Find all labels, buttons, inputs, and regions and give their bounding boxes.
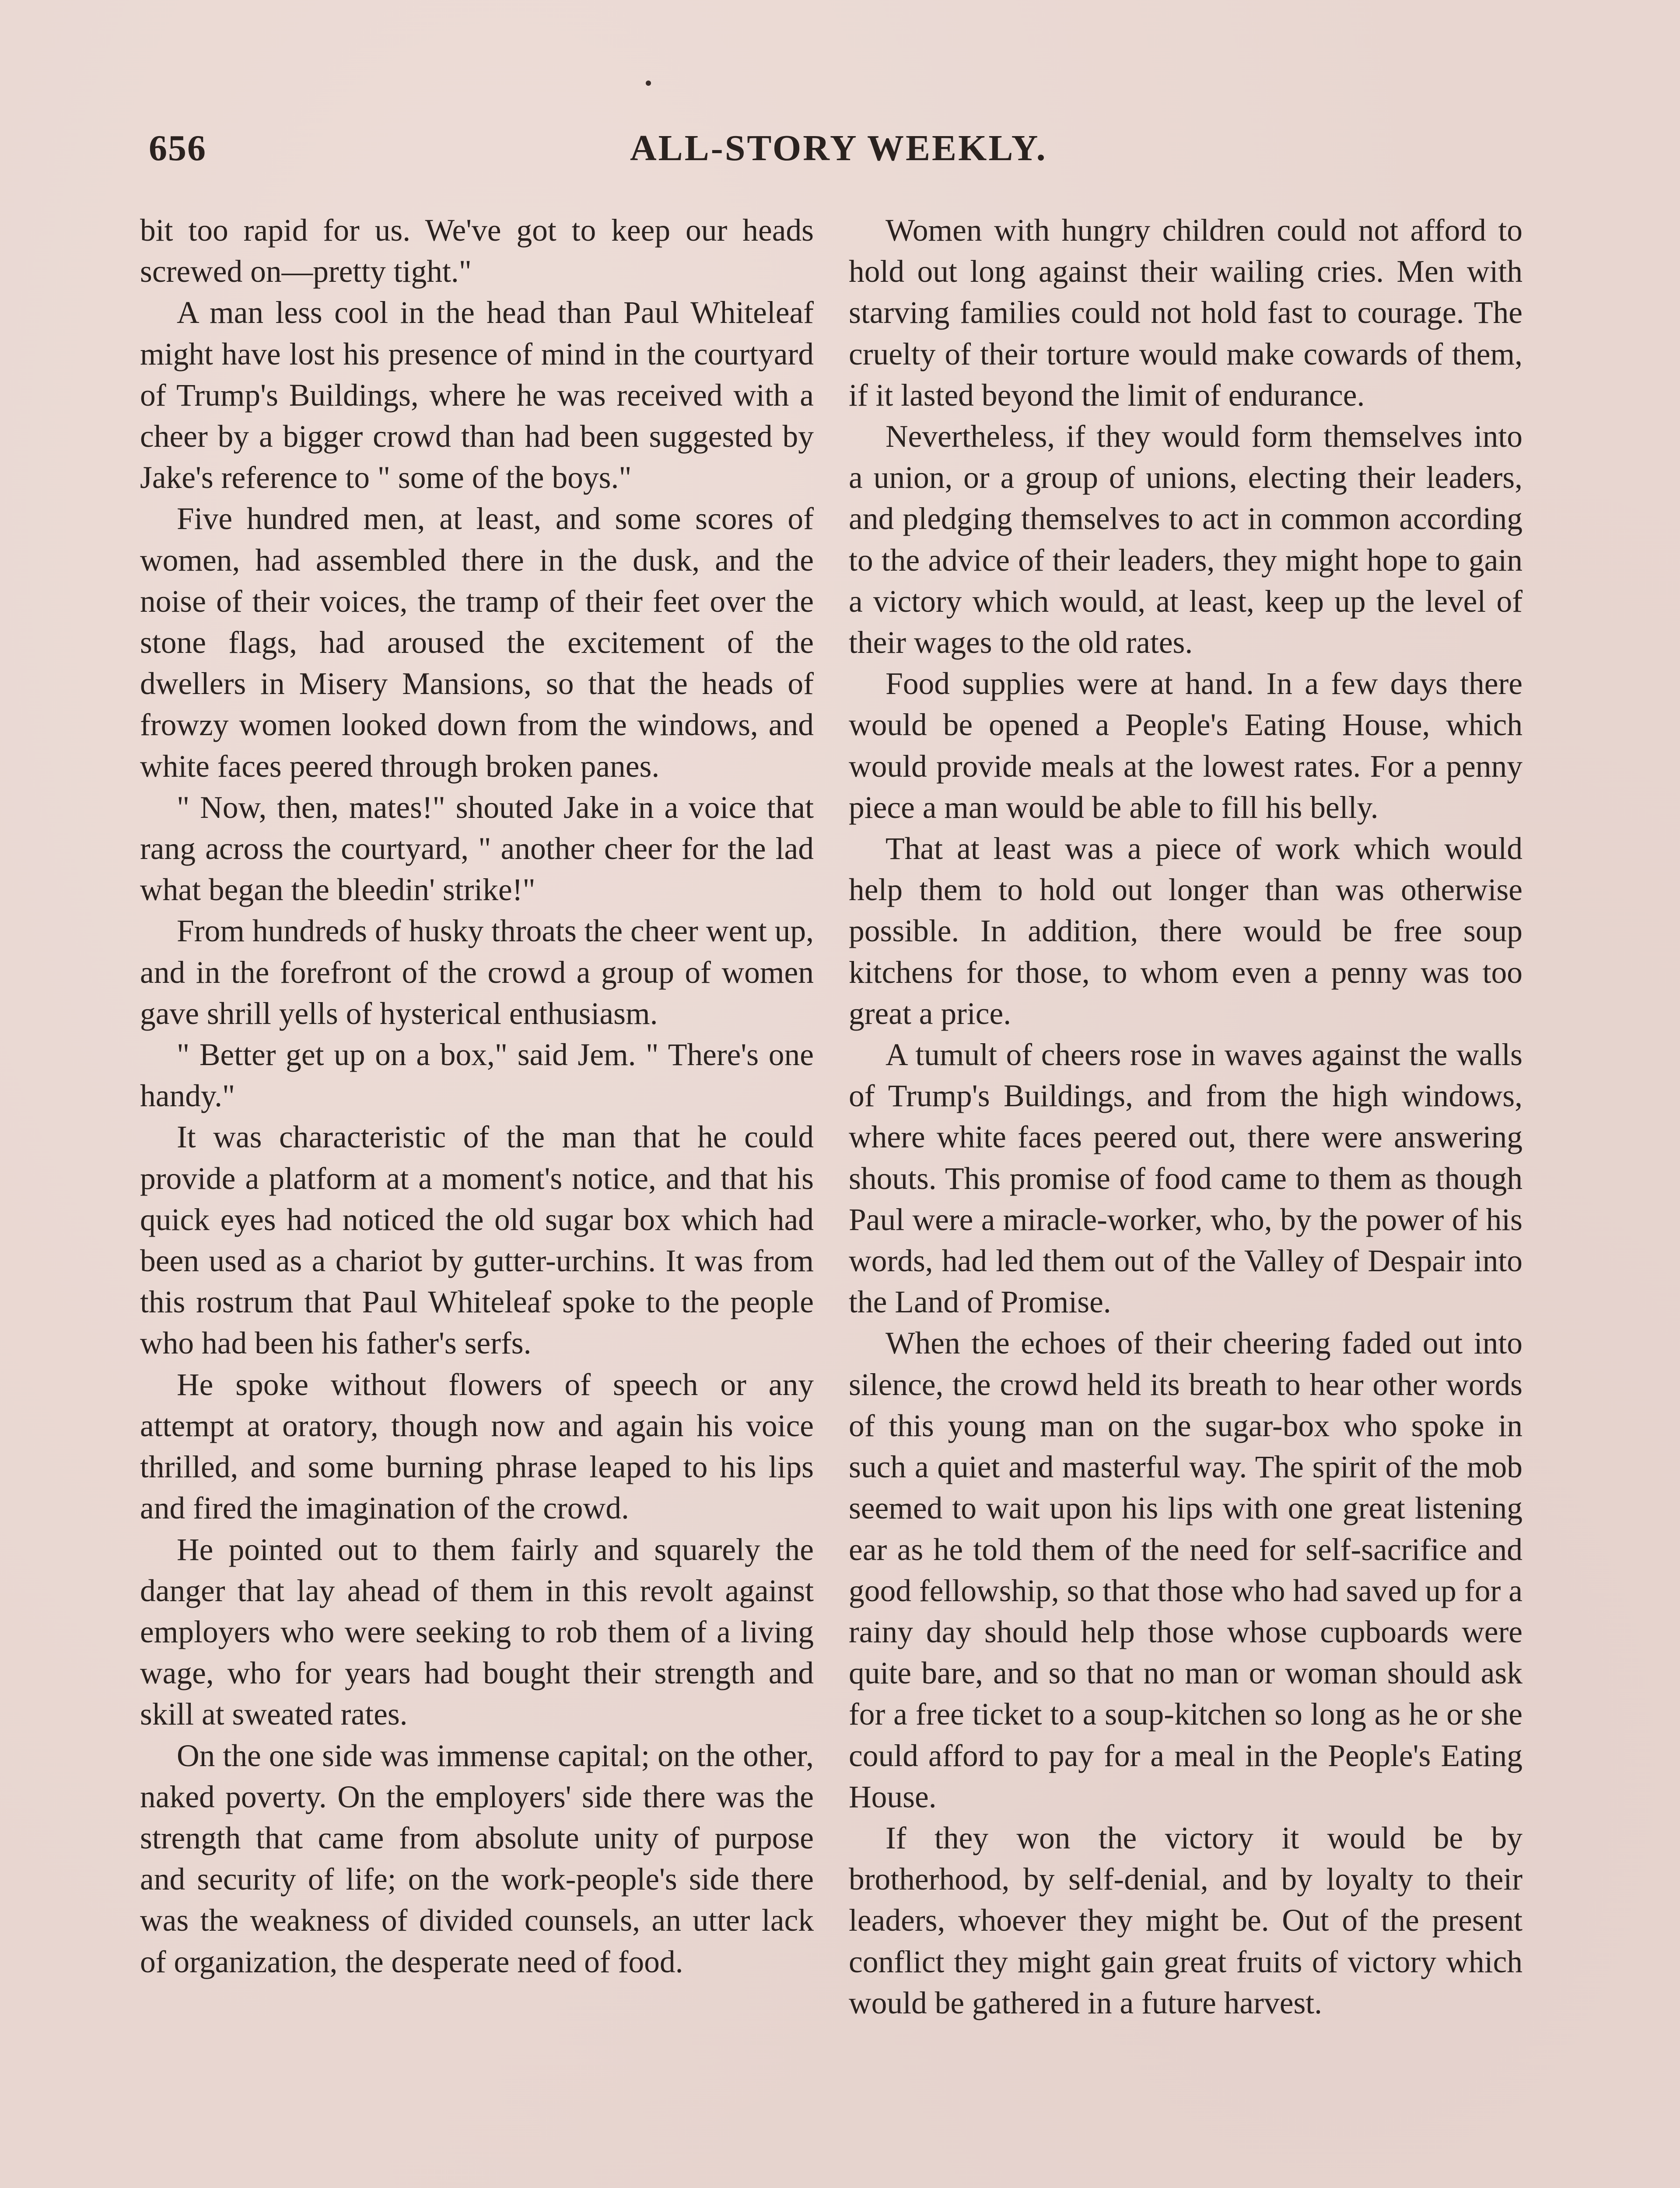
paragraph: From hundreds of husky throats the cheer went up, and in the forefront of the crowd a group of women gave shrill yells of hysterical enthusiasm. <box>140 914 814 1031</box>
paragraph: It was characteristic of the man that he could provide a platform at a moment's notice, and that his quick eyes had noticed the old sugar box which had been used as a chariot by gutter-urchins. It was from this rostrum that Paul Whiteleaf spoke to the people who had been his father's serfs. <box>140 1120 814 1361</box>
paragraph: On the one side was immense capital; on the other, naked poverty. On the employers' side there was the strength that came from absolute unity of purpose and security of life; on the work-people's side there was the weakness of divided counsels, an utter lack of organization, the desperate need of food. <box>140 1738 814 1979</box>
right-column <box>849 210 1522 2024</box>
paragraph: Five hundred men, at least, and some scores of women, had assembled there in the dusk, and the noise of their voices, the tramp of their feet over the stone flags, had aroused the excitement of the dwellers in Misery Mansions, so that the heads of frowzy women looked down from the windows, and white faces peered through broken panes. <box>140 501 814 784</box>
paragraph: Food supplies were at hand. In a few days there would be opened a People's Eating House, which would provide meals at the lowest rates. For a penny piece a man would be able to fill his belly. <box>849 666 1522 825</box>
paragraph: Women with hungry children could not afford to hold out long against their wailing cries. Men with starving families could not hold fast to courage. The cruelty of their torture would make cowards of them, if it lasted beyond the limit of endurance. <box>849 213 1522 413</box>
paragraph: He spoke without flowers of speech or any attempt at oratory, though now and again his voice thrilled, and some burning phrase leaped to his lips and fired the imagination of the crowd. <box>140 1367 814 1526</box>
running-title: ALL-STORY WEEKLY. <box>630 128 1047 168</box>
paragraph: If they won the victory it would be by brotherhood, by self-denial, and by loyalty to their leaders, whoever they might be. Out of the present conflict they might gain great fruits of victory which would be gathered in a future harvest. <box>849 1820 1522 2020</box>
paragraph: bit too rapid for us. We've got to keep our heads screwed on—pretty tight." <box>140 213 814 289</box>
left-column <box>140 210 814 1983</box>
paragraph: That at least was a piece of work which would help them to hold out longer than was otherwise possible. In addition, there would be free soup kitchens for those, to whom even a penny was too great a price. <box>849 831 1522 1031</box>
paragraph: A man less cool in the head than Paul Whiteleaf might have lost his presence of mind in the courtyard of Trump's Buildings, where he was received with a cheer by a bigger crowd than had been suggested by Jake's reference to " some of the boys." <box>140 295 814 495</box>
paragraph: " Now, then, mates!" shouted Jake in a voice that rang across the courtyard, " another cheer for the lad what began the bleedin' strike!" <box>140 790 814 908</box>
paragraph: When the echoes of their cheering faded out into silence, the crowd held its breath to hear other words of this young man on the sugar-box who spoke in such a quiet and masterful way. The spirit of the mob seemed to wait upon his lips with one great listening ear as he told them of the need for self-sacrifice and good fellowship, so that those who had saved up for a rainy day should help those whose cupboards were quite bare, and so that no man or woman should ask for a free ticket to a soup-kitchen so long as he or she could afford to pay for a meal in the People's Eating House. <box>849 1326 1522 1814</box>
paragraph: " Better get up on a box," said Jem. " There's one handy." <box>140 1038 814 1114</box>
paragraph: A tumult of cheers rose in waves against the walls of Trump's Buildings, and from the high windows, where white faces peered out, there were answering shouts. This promise of food came to them as though Paul were a miracle-worker, who, by the power of his words, had led them out of the Valley of Despair into the Land of Promise. <box>849 1038 1522 1320</box>
paragraph: He pointed out to them fairly and squarely the danger that lay ahead of them in this revolt against employers who were seeking to rob them of a living wage, who for years had bought their strength and skill at sweated rates. <box>140 1532 814 1732</box>
page-header <box>0 127 1680 179</box>
paragraph: Nevertheless, if they would form themselves into a union, or a group of unions, electing their leaders, and pledging themselves to act in common according to the advice of their leaders, they might hope to gain a victory which would, at least, keep up the level of their wages to the old rates. <box>849 419 1522 660</box>
page-number: 656 <box>149 128 206 168</box>
ink-speck <box>646 81 651 86</box>
